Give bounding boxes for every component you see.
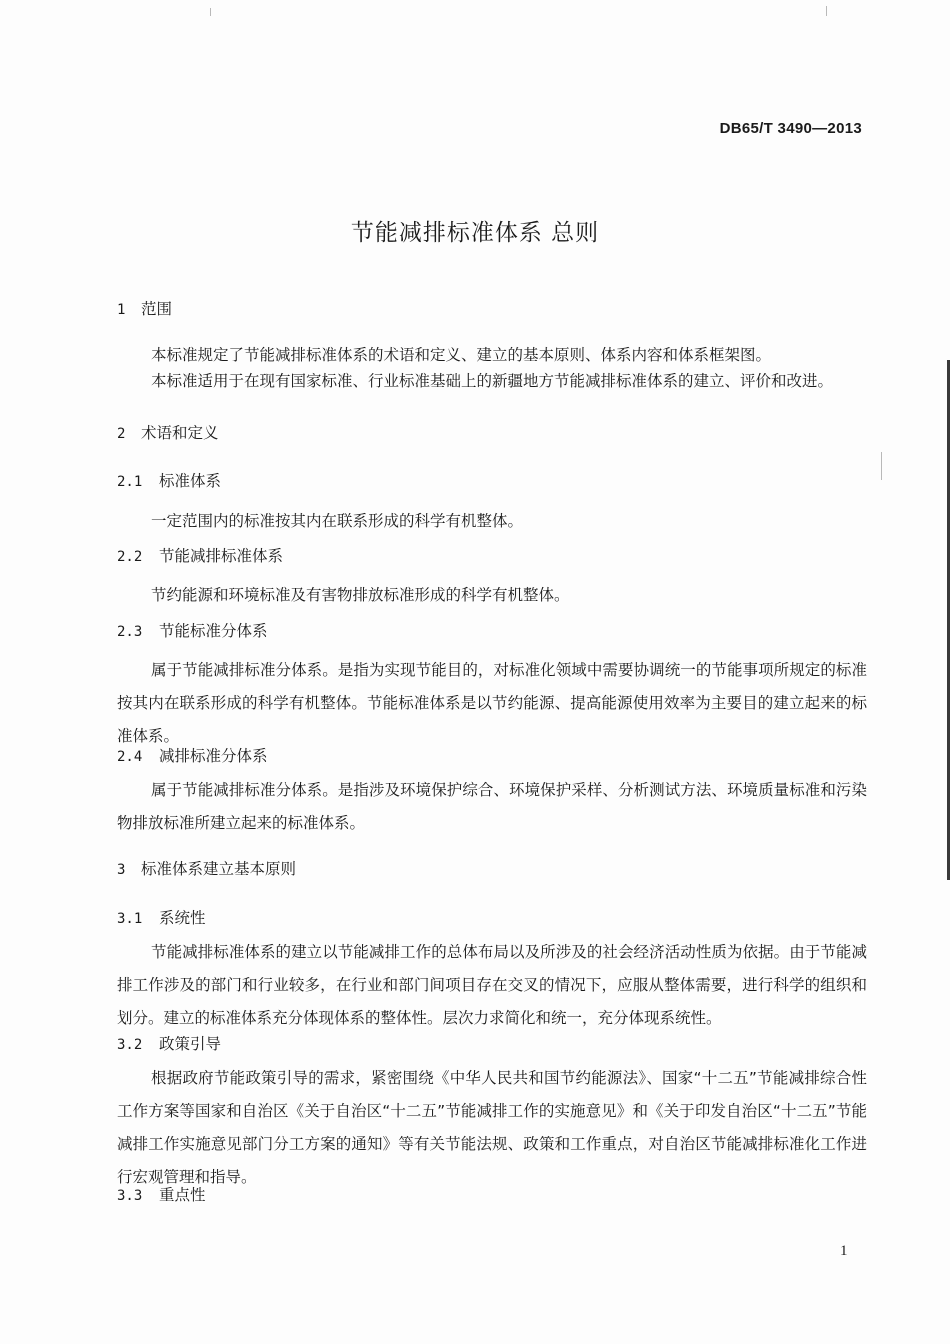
subsection-number: 3.1 bbox=[117, 911, 143, 927]
paragraph: 本标准规定了节能减排标准体系的术语和定义、建立的基本原则、体系内容和体系框架图。 bbox=[151, 346, 772, 364]
section-number: 3 bbox=[117, 862, 126, 878]
section-title: 标准体系建立基本原则 bbox=[141, 860, 297, 878]
scan-speck bbox=[881, 452, 882, 480]
scan-speck bbox=[826, 6, 827, 16]
section-1-heading bbox=[117, 297, 172, 319]
section-number: 1 bbox=[117, 302, 126, 318]
paragraph: 节能减排标准体系的建立以节能减排工作的总体布局以及所涉及的社会经济活动性质为依据。由于节能减排工作涉及的部门和行业较多，在行业和部门间项目存在交叉的情况下，应服从整体需要，进行科学的组织和划分。建立的标准体系充分体现体系的整体性。层次力求简化和统一，充分体现系统性。 bbox=[117, 943, 867, 1027]
subsection-number: 3.2 bbox=[117, 1037, 143, 1053]
subsection-2-1-heading bbox=[117, 469, 221, 491]
paragraph: 节约能源和环境标准及有害物排放标准形成的科学有机整体。 bbox=[151, 586, 570, 604]
subsection-title: 政策引导 bbox=[159, 1035, 222, 1053]
subsection-number: 3.3 bbox=[117, 1188, 143, 1204]
section-title: 范围 bbox=[141, 300, 173, 318]
subsection-title: 重点性 bbox=[159, 1186, 206, 1204]
subsection-2-2-heading bbox=[117, 544, 283, 566]
subsection-number: 2.1 bbox=[117, 474, 143, 490]
subsection-title: 减排标准分体系 bbox=[159, 747, 268, 765]
page-number: 1 bbox=[840, 1243, 848, 1259]
section-title: 术语和定义 bbox=[141, 424, 219, 442]
section-number: 2 bbox=[117, 426, 126, 442]
standard-code: DB65/T 3490—2013 bbox=[719, 120, 862, 137]
subsection-2-3-heading bbox=[117, 619, 268, 641]
subsection-number: 2.2 bbox=[117, 549, 143, 565]
paragraph: 属于节能减排标准分体系。是指为实现节能目的，对标准化领域中需要协调统一的节能事项所规定的标准按其内在联系形成的科学有机整体。节能标准体系是以节约能源、提高能源使用效率为主要目的建立起来的标准体系。 bbox=[117, 661, 867, 745]
section-2-heading bbox=[117, 421, 219, 443]
scan-speck bbox=[210, 8, 211, 16]
document-title: 节能减排标准体系 总则 bbox=[350, 220, 600, 246]
paragraph: 本标准适用于在现有国家标准、行业标准基础上的新疆地方节能减排标准体系的建立、评价和改进。 bbox=[151, 372, 834, 390]
paragraph: 一定范围内的标准按其内在联系形成的科学有机整体。 bbox=[151, 512, 524, 530]
subsection-title: 节能减排标准体系 bbox=[159, 547, 284, 565]
paragraph: 属于节能减排标准分体系。是指涉及环境保护综合、环境保护采样、分析测试方法、环境质量标准和污染物排放标准所建立起来的标准体系。 bbox=[117, 781, 867, 832]
subsection-3-2-heading bbox=[117, 1032, 221, 1054]
subsection-title: 标准体系 bbox=[159, 472, 222, 490]
subsection-3-1-heading bbox=[117, 906, 206, 928]
subsection-2-4-heading bbox=[117, 744, 268, 766]
subsection-title: 节能标准分体系 bbox=[159, 622, 268, 640]
subsection-number: 2.3 bbox=[117, 624, 143, 640]
subsection-number: 2.4 bbox=[117, 749, 143, 765]
subsection-title: 系统性 bbox=[159, 909, 206, 927]
paragraph: 根据政府节能政策引导的需求，紧密围绕《中华人民共和国节约能源法》、国家“十二五”节能减排综合性工作方案等国家和自治区《关于自治区“十二五”节能减排工作的实施意见》和《关于印发自治区“十二五”节能减排工作实施意见部门分工方案的通知》等有关节能法规、政策和工作重点，对自治区节能减排标准化工作进行宏观管理和指导。 bbox=[117, 1069, 867, 1186]
section-3-heading bbox=[117, 857, 296, 879]
subsection-3-3-heading bbox=[117, 1183, 206, 1205]
